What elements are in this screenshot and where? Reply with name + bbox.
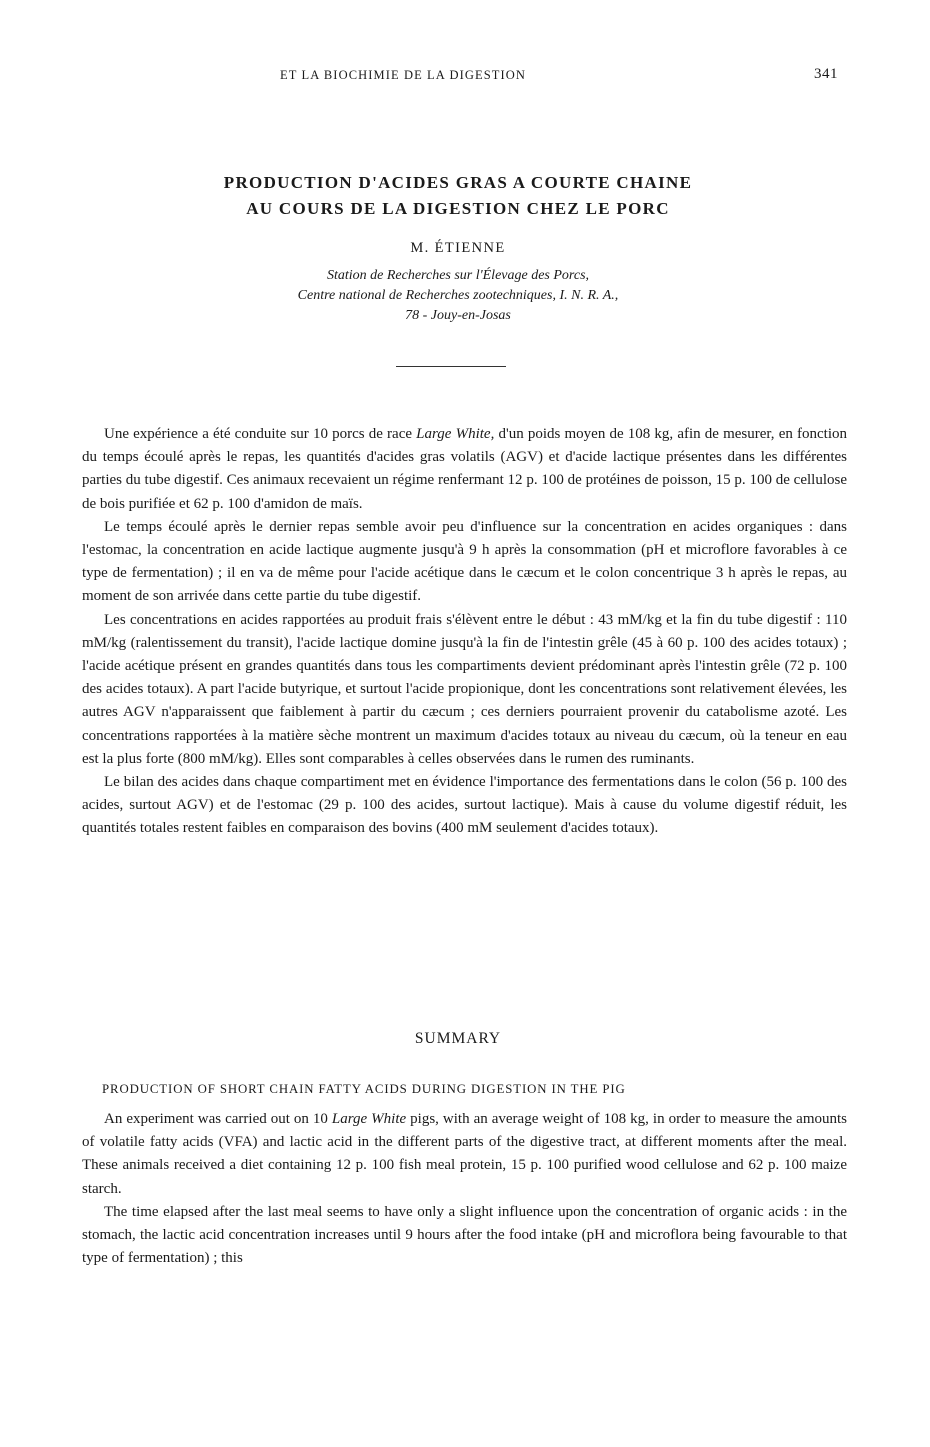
english-paragraph-1-italic: Large White: [331, 1111, 407, 1127]
french-paragraph-4: Le bilan des acides dans chaque compartiment met en évidence l'importance des fermentations dans le colon (56 p. 100 des acides, surtout AGV) et de l'estomac (29 p. 100 des acides, surtout lactique). Mais à cause du volume digestif réduit, les quantités totales restent faibles en comparaison des bovins (400 mM seulement d'acides totaux).: [82, 774, 847, 837]
page-number: 341: [814, 66, 838, 82]
running-head-title: ET LA BIOCHIMIE DE LA DIGESTION: [280, 68, 527, 82]
affiliation-line-2: Centre national de Recherches zootechniques, I. N. R. A.,: [297, 288, 619, 303]
article-title-line-2: AU COURS DE LA DIGESTION CHEZ LE PORC: [246, 199, 670, 218]
french-paragraph-3: Les concentrations en acides rapportées au produit frais s'élèvent entre le début : 43 mM/kg et la fin du tube digestif : 110 mM/kg (ralentissement du transit), l'acide lactique domine jusqu'à la fin de l'intestin grêle (45 à 60 p. 100 des acides totaux) ; l'acide acétique présent en grandes quantités dans tous les compartiments devient prédominant après l'intestin grêle (72 p. 100 des acides totaux). A part l'acide butyrique, et surtout l'acide propionique, dont les concentrations sont relativement élevées, les autres AGV n'apparaissent que faiblement à partir du cæcum ; ces derniers pourraient provenir du catabolisme azoté. Les concentrations rapportées à la matière sèche montrent un maximum d'acides totaux au niveau du cæcum, où la teneur en eau est la plus forte (800 mM/kg). Elles sont comparables à celles observées dans le rumen des ruminants.: [82, 611, 847, 767]
author-affiliation: [0, 266, 916, 326]
english-paragraph-1-text-a: An experiment was carried out on 10: [104, 1111, 332, 1127]
english-summary: [82, 1108, 847, 1270]
french-paragraph-1-italic: Large White,: [416, 426, 495, 442]
running-head: [0, 68, 930, 88]
french-paragraph-1: [82, 423, 847, 516]
french-paragraph-1-text-a: Une expérience a été conduite sur 10 porcs de race: [104, 426, 417, 442]
french-paragraph-2: Le temps écoulé après le dernier repas semble avoir peu d'influence sur la concentration en acides organiques : dans l'estomac, la concentration en acide lactique augmente jusqu'à 9 h après la consommation (pH et microflore favorables à ce type de fermentation) ; il en va de même pour l'acide acétique dans le cæcum et le colon concentrique 3 h après le repas, au moment de son arrivée dans cette partie du tube digestif.: [82, 518, 847, 605]
article-title: [0, 170, 916, 222]
author-name: M. ÉTIENNE: [410, 240, 506, 256]
english-paragraph-1: [82, 1108, 847, 1201]
english-paragraph-1-text-b: pigs, with an average weight of 108 kg, in order to measure the amounts of volatile fatty acids (VFA) and lactic acid in the different parts of the digestive tract, at different moments after the meal. These animals received a diet containing 12 p. 100 fish meal protein, 15 p. 100 purified wood cellulose and 62 p. 100 maize starch.: [82, 1111, 847, 1197]
summary-heading: SUMMARY: [414, 1030, 502, 1047]
affiliation-line-3: 78 - Jouy-en-Josas: [405, 308, 511, 323]
french-paragraph-1-text-b: d'un poids moyen de 108 kg, afin de mesurer, en fonction du temps écoulé après le repas, les quantités d'acides gras volatils (AGV) et d'acide lactique présentes dans les différentes parties du tube digestif. Ces animaux recevaient un régime renfermant 12 p. 100 de protéines de poisson, 15 p. 100 de cellulose de bois purifiée et 62 p. 100 d'amidon de maïs.: [82, 426, 847, 512]
french-abstract: [82, 423, 847, 841]
article-title-line-1: PRODUCTION D'ACIDES GRAS A COURTE CHAINE: [223, 173, 693, 192]
english-paragraph-2: The time elapsed after the last meal seems to have only a slight influence upon the concentration of organic acids : in the stomach, the lactic acid concentration increases until 9 hours after the food intake (pH and microflora being favourable to that type of fermentation) ; this: [82, 1203, 847, 1267]
section-divider: [396, 366, 506, 368]
summary-subheading: PRODUCTION OF SHORT CHAIN FATTY ACIDS DURING DIGESTION IN THE PIG: [102, 1082, 626, 1096]
affiliation-line-1: Station de Recherches sur l'Élevage des Porcs,: [326, 268, 590, 283]
